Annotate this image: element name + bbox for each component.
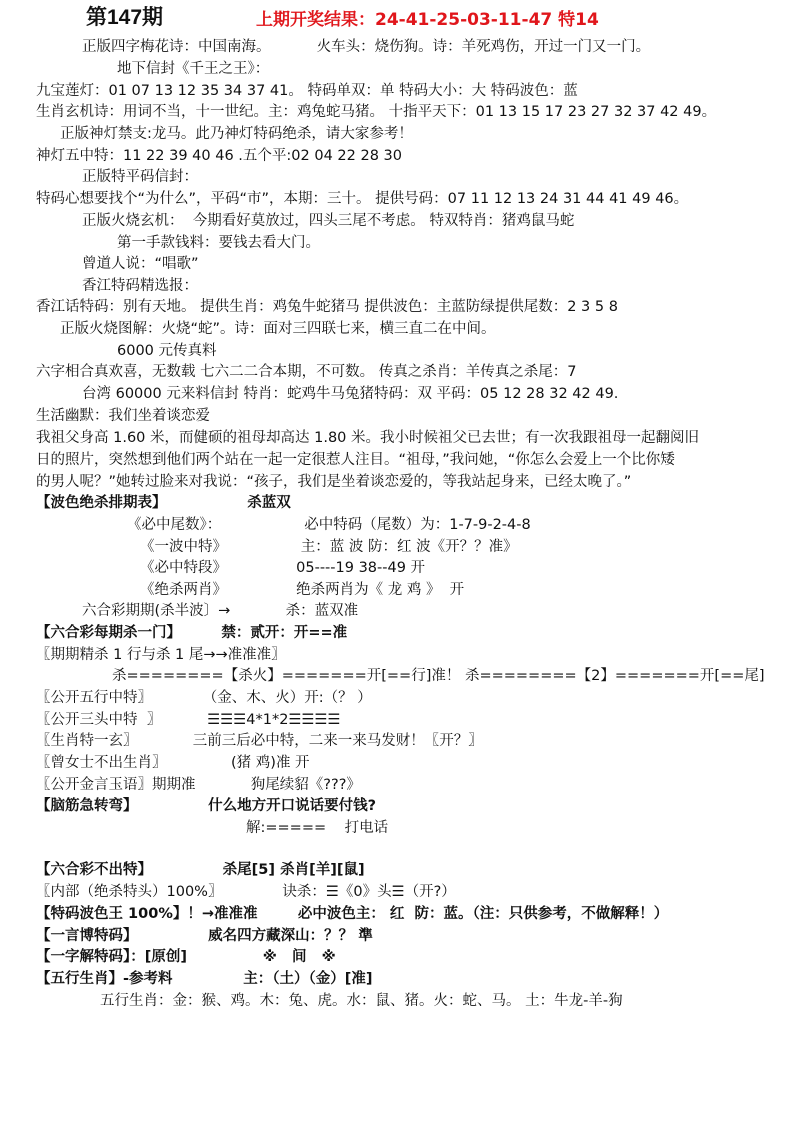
kill-row-tail-line: 〖期期精杀 1 行与杀 1 尾→→准准准〗: [36, 647, 286, 663]
kill-one-door-line: 【六合彩每期杀一门】 禁：贰开：开==准: [36, 625, 348, 641]
last-draw-result: 上期开奖结果：24-41-25-03-11-47 特14: [256, 10, 599, 30]
one-char-decode-line: 【一字解特码】：[原创] ※ 间 ※: [36, 949, 336, 965]
fax-heading: 6000 元传真料: [117, 343, 217, 359]
lamp-five-line: 神灯五中特：11 22 39 40 46 .五个平:02 04 22 28 30: [36, 148, 402, 164]
taoist-says-line: 曾道人说：“唱歌”: [82, 256, 199, 272]
first-hand-line: 第一手款钱料：要钱去看大门。: [117, 235, 320, 251]
fire-diagram-line: 正版火烧图解：火烧“蛇”。诗：面对三四联七来，横三直二在中间。: [60, 321, 496, 337]
humor-heading: 生活幽默：我们坐着谈恋爱: [36, 408, 210, 424]
special-code-line: 特码心想要找个“为什么”，平码“市”，本期：三十。 提供号码：07 11 12 13 24 31 44 41 49 46。: [36, 191, 689, 207]
one-wave-line: 《一波中特》 主：蓝 波 防：红 波《开？？准》: [140, 539, 518, 555]
humor-paragraph-line: 日的照片，突然想到他们两个站在一起一定很惹人注目。“祖母，”我问她，“你怎么会爱上一个比你矮: [36, 452, 675, 468]
brain-teaser-answer: 解:===== 打电话: [246, 820, 389, 836]
five-element-zodiac-line: 五行生肖：金：猴、鸡。木：兔、虎。水：鼠、猪。火：蛇、马。 土：牛龙-羊-狗: [100, 993, 623, 1009]
lotus-lamp-line: 九宝莲灯：01 07 13 12 35 34 37 41。 特码单双：单 特码大小：大 特码波色：蓝: [36, 83, 578, 99]
zodiac-riddle-line: 生肖玄机诗：用词不当，十一世纪。主：鸡兔蛇马猪。 十指平天下：01 13 15 17 23 27 32 37 42 49。: [36, 104, 717, 120]
internal-kill-line: 〖内部（绝杀特头）100%〗 诀杀：☰《0》头☰（开?）: [36, 884, 456, 900]
fire-riddle-line: 正版火烧玄机： 今期看好莫放过，四头三尾不考虑。 特双特肖：猪鸡鼠马蛇: [82, 213, 575, 229]
one-word-bet-line: 【一言博特码】 威名四方藏深山：？？ 準: [36, 928, 373, 944]
hongkong-line: 香江话特码：别有天地。 提供生肖：鸡兔牛蛇猪马 提供波色：主蓝防绿提供尾数：2 3 5 8: [36, 299, 618, 315]
zodiac-mystery-line: 〖生肖特一玄〗 三前三后必中特，二来一来马发财！〖开？〗: [36, 733, 483, 749]
humor-paragraph-line: 的男人呢？”她转过脸来对我说：“孩子，我们是坐着谈恋爱的，等我站起身来，已经太晚了。”: [36, 474, 632, 490]
lamp-ban-line: 正版神灯禁支:龙马。此乃神灯特码绝杀，请大家参考！: [60, 126, 413, 142]
golden-words-line: 〖公开金言玉语〗期期准 狗尾续貂《???》: [36, 777, 361, 793]
envelope-heading: 地下信封《千王之王》：: [117, 61, 270, 77]
issue-number: 第147期: [86, 6, 164, 29]
brain-teaser-line: 【脑筋急转弯】 什么地方开口说话要付钱?: [36, 798, 377, 814]
hongkong-heading: 香江特码精选报：: [82, 278, 198, 294]
half-wave-line: 六合彩期期(杀半波〕→ 杀：蓝双准: [82, 603, 359, 619]
not-out-special-line: 【六合彩不出特】 杀尾[5] 杀肖[羊][鼠]: [36, 862, 365, 878]
color-kill-table-heading: 【波色绝杀排期表】 杀蓝双: [36, 495, 291, 511]
kill-fire-line: 杀========【杀火】=======开[==行]准！ 杀========【2】=======开[==尾]: [112, 668, 765, 684]
five-elements-line: 〖公开五行中特〗 （金、木、火）开:（？ ）: [36, 690, 372, 706]
six-words-line: 六字相合真欢喜，无数载 七六二二合本期，不可数。 传真之杀肖：羊传真之杀尾：7: [36, 364, 577, 380]
five-element-zodiac-heading: 【五行生肖】-参考料 主：（土）（金）[准]: [36, 971, 373, 987]
tail-number-line: 《必中尾数》： 必中特码（尾数）为：1-7-9-2-4-8: [127, 517, 531, 533]
madam-zeng-line: 〖曾女士不出生肖〗 (猪 鸡)准 开: [36, 755, 310, 771]
humor-paragraph-line: 我祖父身高 1.60 米，而健硕的祖母却高达 1.80 米。我小时候祖父已去世；有一次我跟祖母一起翻阅旧: [36, 430, 700, 446]
three-heads-line: 〖公开三头中特 〗 ☰☰☰4*1*2☰☰☰☰: [36, 712, 341, 728]
range-line: 《必中特段》 05----19 38--49 开: [140, 560, 426, 576]
color-king-line: 【特码波色王 100%】！→准准准 必中波色主： 红 防：蓝。（注：只供参考，不做解释！）: [36, 906, 669, 922]
taiwan-line: 台湾 60000 元来料信封 特肖：蛇鸡牛马兔猪特码：双 平码：05 12 28 32 42 49.: [82, 386, 619, 402]
special-envelope-heading: 正版特平码信封：: [82, 169, 198, 185]
kill-two-zodiac-line: 《绝杀两肖》 绝杀两肖为《 龙 鸡 》 开: [140, 582, 465, 598]
plum-poem-line: 正版四字梅花诗：中国南海。 火车头：烧伤狗。诗：羊死鸡伤，开过一门又一门。: [82, 39, 651, 55]
